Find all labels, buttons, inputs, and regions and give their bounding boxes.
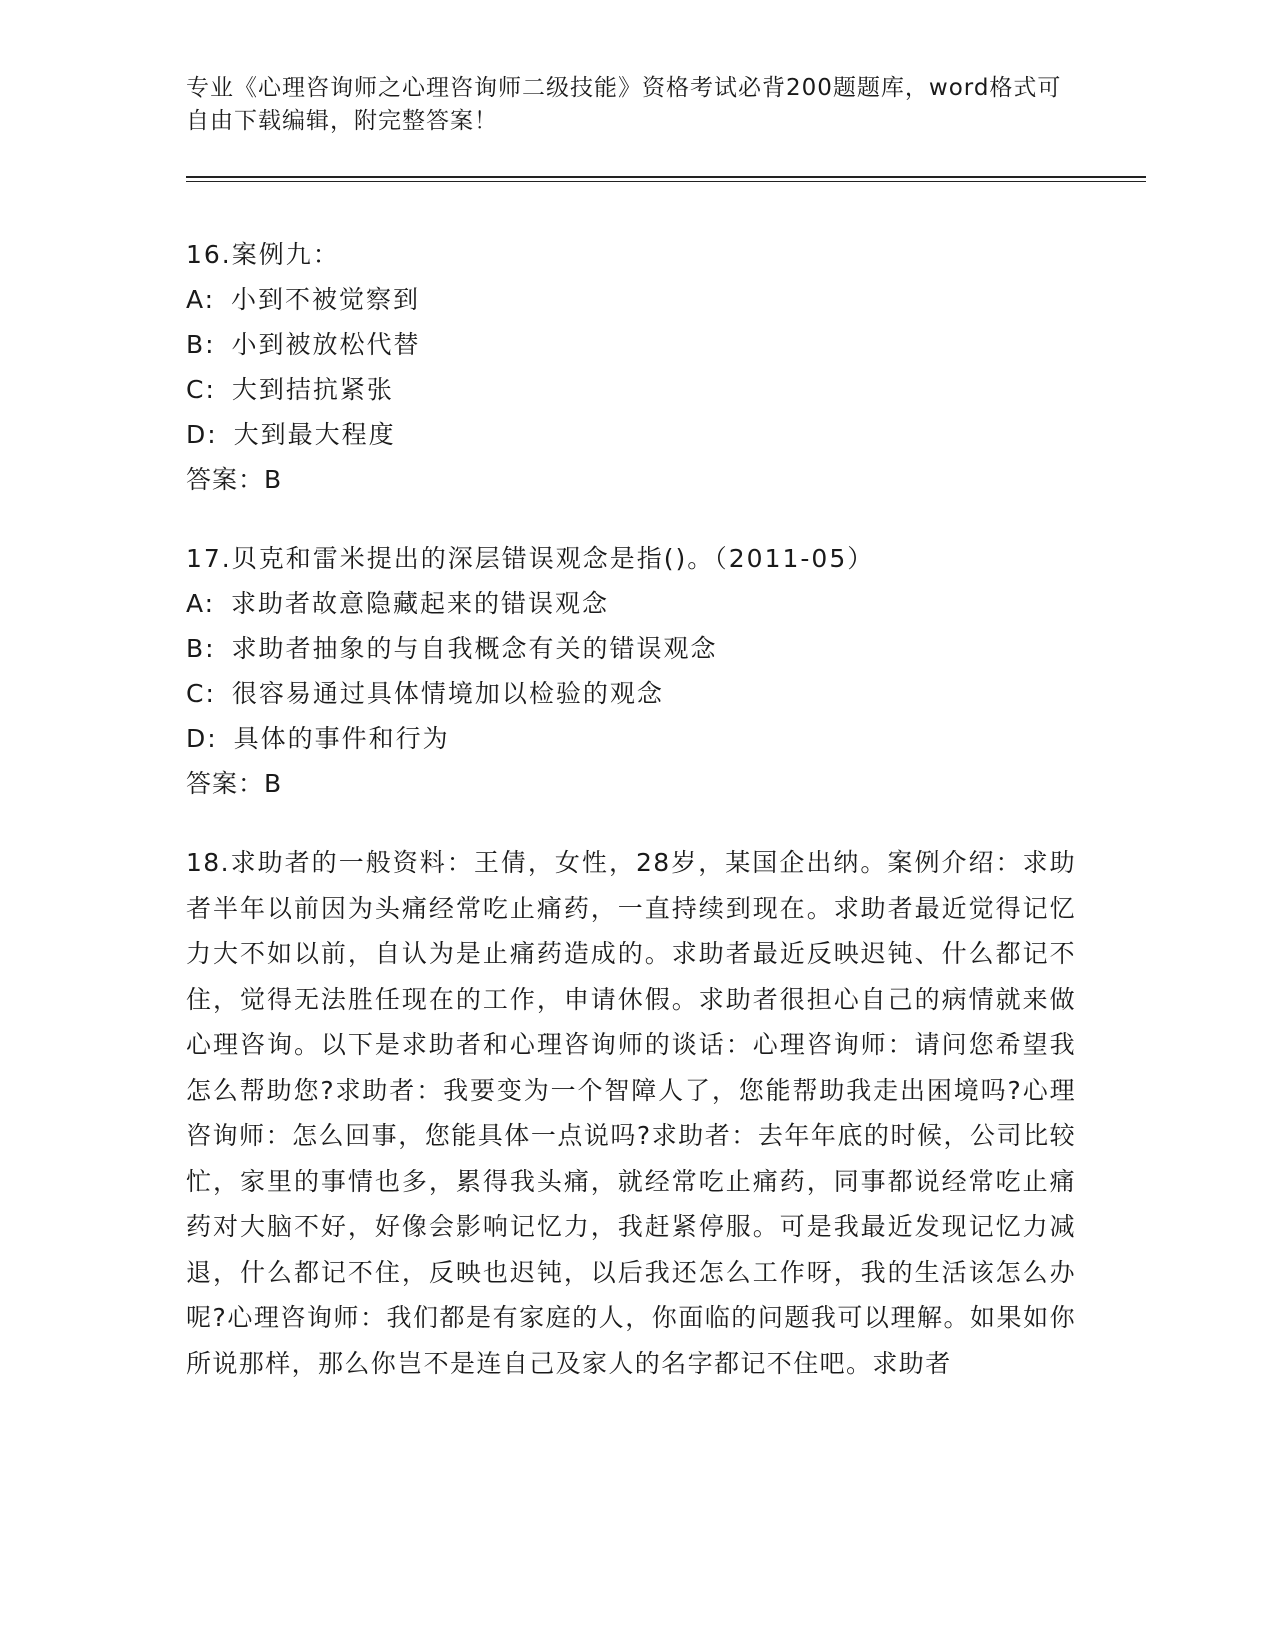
question-number: 17. (186, 544, 232, 573)
answer-line: 答案：B (186, 465, 283, 494)
option-letter: D: (186, 420, 218, 449)
question-text: 贝克和雷米提出的深层错误观念是指()。（2011-05） (231, 544, 875, 573)
option-letter: B: (186, 330, 216, 359)
document-header: 专业《心理咨询师之心理咨询师二级技能》资格考试必背200题题库，word格式可自由下载编辑，附完整答案！ (186, 75, 1062, 134)
question-number: 18. (186, 848, 230, 877)
option-d (186, 716, 1076, 761)
option-d (186, 412, 1076, 457)
option-text: 小到被放松代替 (231, 330, 421, 359)
option-letter: C: (186, 375, 216, 404)
option-a (186, 277, 1076, 322)
option-letter: A: (186, 589, 216, 618)
option-letter: B: (186, 634, 216, 663)
option-text: 小到不被觉察到 (231, 285, 421, 314)
question-18 (186, 840, 1076, 1386)
answer-line: 答案：B (186, 769, 283, 798)
question-text: 求助者的一般资料：王倩，女性，28岁，某国企出纳。案例介绍：求助者半年以前因为头痛经常吃止痛药，一直持续到现在。求助者最近觉得记忆力大不如以前，自认为是止痛药造成的。求助者最近反映迟钝、什么都记不住，觉得无法胜任现在的工作，申请休假。求助者很担心自己的病情就来做心理咨询。以下是求助者和心理咨询师的谈话：心理咨询师：请问您希望我怎么帮助您?求助者：我要变为一个智障人了，您能帮助我走出困境吗?心理咨询师：怎么回事，您能具体一点说吗?求助者：去年年底的时候，公司比较忙，家里的事情也多，累得我头痛，就经常吃止痛药，同事都说经常吃止痛药对大脑不好，好像会影响记忆力，我赶紧停服。可是我最近发现记忆力减退，什么都记不住，反映也迟钝，以后我还怎么工作呀，我的生活该怎么办呢?心理咨询师：我们都是有家庭的人，你面临的问题我可以理解。如果如你所说那样，那么你岂不是连自己及家人的名字都记不住吧。求助者 (186, 848, 1076, 1378)
question-text: 案例九： (231, 240, 340, 269)
option-c (186, 367, 1076, 412)
question-list (186, 232, 1076, 1420)
question-number: 16. (186, 240, 232, 269)
option-text: 很容易通过具体情境加以检验的观念 (231, 679, 664, 708)
question-stem (186, 840, 1076, 1386)
option-text: 大到拮抗紧张 (231, 375, 394, 404)
question-16 (186, 232, 1076, 502)
option-c (186, 671, 1076, 716)
question-stem (186, 232, 1076, 277)
option-b (186, 322, 1076, 367)
option-text: 大到最大程度 (233, 420, 396, 449)
header-divider (186, 176, 1146, 178)
option-letter: A: (186, 285, 216, 314)
question-17 (186, 536, 1076, 806)
option-b (186, 626, 1076, 671)
option-letter: D: (186, 724, 218, 753)
option-letter: C: (186, 679, 216, 708)
option-text: 求助者故意隐藏起来的错误观念 (231, 589, 610, 618)
option-text: 求助者抽象的与自我概念有关的错误观念 (231, 634, 718, 663)
option-text: 具体的事件和行为 (233, 724, 450, 753)
question-stem (186, 536, 1076, 581)
option-a (186, 581, 1076, 626)
